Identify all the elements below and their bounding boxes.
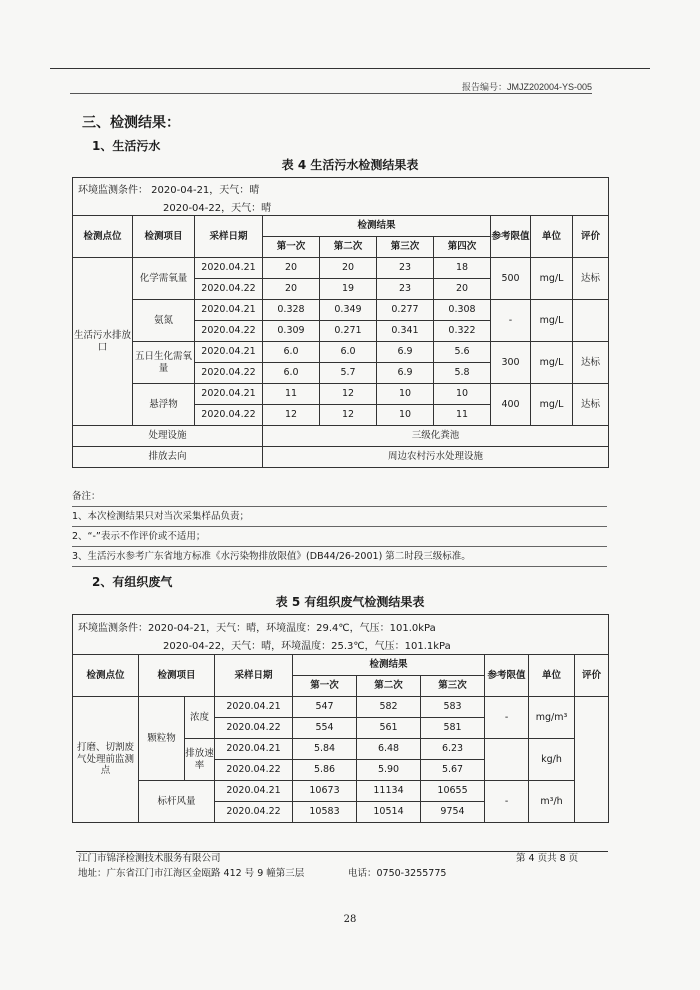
exhaust-results-table <box>72 654 609 823</box>
ref-cell: 400 <box>491 384 531 426</box>
item-cell: 氨氮 <box>133 300 195 342</box>
note-2: 2、“-”表示不作评价或不适用； <box>72 527 607 547</box>
ref-cell: 500 <box>491 258 531 300</box>
value-cell: 6.23 <box>421 739 485 760</box>
section-title: 三、检测结果： <box>82 115 180 131</box>
header-point: 检测点位 <box>73 655 139 697</box>
note-3: 3、生活污水参考广东省地方标准《水污染物排放限值》(DB44/26-2001) 第二时段三级标准。 <box>72 547 607 567</box>
subsection-sewage: 1、生活污水 <box>92 139 161 153</box>
value-cell: 11134 <box>357 781 421 802</box>
header-time-4: 第四次 <box>434 237 491 258</box>
ref-cell: 300 <box>491 342 531 384</box>
date-cell: 2020.04.22 <box>215 760 293 781</box>
value-cell: 23 <box>377 258 434 279</box>
value-cell: 6.9 <box>377 363 434 384</box>
header-time-1: 第一次 <box>263 237 320 258</box>
table-row <box>73 300 609 321</box>
table-row <box>73 342 609 363</box>
report-number: 报告编号：JMJZ202004-YS-005 <box>461 82 592 92</box>
date-cell: 2020.04.22 <box>195 321 263 342</box>
item-cell: 悬浮物 <box>133 384 195 426</box>
value-cell: 10 <box>434 384 491 405</box>
table4-condition-2: 2020-04-22，天气：晴 <box>163 203 272 214</box>
table4-caption: 表 4 生活污水检测结果表 <box>281 158 419 172</box>
header-result: 检测结果 <box>293 655 485 676</box>
date-cell: 2020.04.21 <box>195 300 263 321</box>
value-cell: 10 <box>377 384 434 405</box>
destination-value: 周边农村污水处理设施 <box>263 447 609 468</box>
date-cell: 2020.04.21 <box>215 697 293 718</box>
value-cell: 11 <box>434 405 491 426</box>
value-cell: 23 <box>377 279 434 300</box>
value-cell: 19 <box>320 279 377 300</box>
value-cell: 10583 <box>293 802 357 823</box>
unit-cell: mg/L <box>531 342 573 384</box>
date-cell: 2020.04.22 <box>195 405 263 426</box>
header-item: 检测项目 <box>139 655 215 697</box>
eval-cell <box>575 697 609 823</box>
table5-condition-1: 环境监测条件：2020-04-21，天气：晴，环境温度：29.4℃，气压：101.0kPa <box>78 623 436 634</box>
header-time-3: 第三次 <box>421 676 485 697</box>
unit-cell: kg/h <box>529 739 575 781</box>
subsection-exhaust: 2、有组织废气 <box>92 575 173 589</box>
header-item: 检测项目 <box>133 216 195 258</box>
value-cell: 20 <box>263 279 320 300</box>
value-cell: 0.341 <box>377 321 434 342</box>
value-cell: 0.308 <box>434 300 491 321</box>
header-eval: 评价 <box>573 216 609 258</box>
table5-condition-2: 2020-04-22，天气：晴，环境温度：25.3℃，气压：101.1kPa <box>163 641 451 652</box>
unit-cell: mg/L <box>531 300 573 342</box>
value-cell: 20 <box>320 258 377 279</box>
value-cell: 0.349 <box>320 300 377 321</box>
sub-item-rate: 排放速率 <box>185 739 215 781</box>
header-date: 采样日期 <box>215 655 293 697</box>
value-cell: 6.9 <box>377 342 434 363</box>
date-cell: 2020.04.22 <box>215 718 293 739</box>
date-cell: 2020.04.21 <box>215 781 293 802</box>
ref-cell: - <box>491 300 531 342</box>
date-cell: 2020.04.21 <box>195 258 263 279</box>
header-time-2: 第二次 <box>320 237 377 258</box>
unit-cell: mg/m³ <box>529 697 575 739</box>
value-cell: 561 <box>357 718 421 739</box>
value-cell: 5.67 <box>421 760 485 781</box>
eval-cell <box>573 300 609 342</box>
eval-cell: 达标 <box>573 258 609 300</box>
facility-value: 三级化粪池 <box>263 426 609 447</box>
ref-cell: - <box>485 781 529 823</box>
value-cell: 12 <box>320 405 377 426</box>
sub-item-conc: 浓度 <box>185 697 215 739</box>
unit-cell: mg/L <box>531 258 573 300</box>
value-cell: 12 <box>263 405 320 426</box>
value-cell: 0.309 <box>263 321 320 342</box>
value-cell: 12 <box>320 384 377 405</box>
header-unit: 单位 <box>531 216 573 258</box>
value-cell: 10514 <box>357 802 421 823</box>
table-row <box>73 384 609 405</box>
page-number: 28 <box>343 914 357 925</box>
note-title: 备注： <box>72 487 607 507</box>
value-cell: 10 <box>377 405 434 426</box>
point-cell: 打磨、切割废气处理前监测点 <box>73 697 139 823</box>
footer-phone: 电话：0750-3255775 <box>348 868 447 879</box>
value-cell: 6.0 <box>263 363 320 384</box>
value-cell: 5.6 <box>434 342 491 363</box>
facility-row <box>73 426 609 447</box>
value-cell: 0.277 <box>377 300 434 321</box>
value-cell: 582 <box>357 697 421 718</box>
date-cell: 2020.04.22 <box>195 279 263 300</box>
value-cell: 0.271 <box>320 321 377 342</box>
value-cell: 6.0 <box>263 342 320 363</box>
value-cell: 5.84 <box>293 739 357 760</box>
destination-row <box>73 447 609 468</box>
value-cell: 9754 <box>421 802 485 823</box>
table-row <box>73 697 609 718</box>
facility-label: 处理设施 <box>73 426 263 447</box>
date-cell: 2020.04.21 <box>195 342 263 363</box>
table4-notes <box>72 487 607 567</box>
value-cell: 583 <box>421 697 485 718</box>
table-row <box>73 258 609 279</box>
table4-condition-1: 环境监测条件： 2020-04-21，天气：晴 <box>78 185 260 196</box>
value-cell: 18 <box>434 258 491 279</box>
value-cell: 0.328 <box>263 300 320 321</box>
value-cell: 20 <box>434 279 491 300</box>
item-cell: 标杆风量 <box>139 781 215 823</box>
value-cell: 20 <box>263 258 320 279</box>
footer-company: 江门市锦泽检测技术服务有限公司 <box>78 853 221 864</box>
date-cell: 2020.04.22 <box>195 363 263 384</box>
header-date: 采样日期 <box>195 216 263 258</box>
item-cell: 颗粒物 <box>139 697 185 781</box>
table-row <box>73 781 609 802</box>
item-cell: 五日生化需氧量 <box>133 342 195 384</box>
header-rule <box>70 93 592 94</box>
date-cell: 2020.04.21 <box>195 384 263 405</box>
table5-caption: 表 5 有组织废气检测结果表 <box>275 595 425 609</box>
value-cell: 5.7 <box>320 363 377 384</box>
value-cell: 6.0 <box>320 342 377 363</box>
value-cell: 0.322 <box>434 321 491 342</box>
value-cell: 6.48 <box>357 739 421 760</box>
value-cell: 5.8 <box>434 363 491 384</box>
eval-cell: 达标 <box>573 384 609 426</box>
unit-cell: mg/L <box>531 384 573 426</box>
header-ref: 参考限值 <box>491 216 531 258</box>
footer-page-of: 第 4 页共 8 页 <box>516 853 579 864</box>
date-cell: 2020.04.22 <box>215 802 293 823</box>
sewage-results-table <box>72 215 609 468</box>
ref-cell <box>485 739 529 781</box>
header-time-3: 第三次 <box>377 237 434 258</box>
value-cell: 5.90 <box>357 760 421 781</box>
header-result: 检测结果 <box>263 216 491 237</box>
value-cell: 11 <box>263 384 320 405</box>
note-1: 1、本次检测结果只对当次采集样品负责； <box>72 507 607 527</box>
value-cell: 581 <box>421 718 485 739</box>
destination-label: 排放去向 <box>73 447 263 468</box>
top-rule <box>50 68 650 69</box>
header-time-2: 第二次 <box>357 676 421 697</box>
value-cell: 10655 <box>421 781 485 802</box>
value-cell: 10673 <box>293 781 357 802</box>
value-cell: 547 <box>293 697 357 718</box>
footer-address: 地址：广东省江门市江海区金瓯路 412 号 9 幢第三层 <box>78 868 305 879</box>
eval-cell: 达标 <box>573 342 609 384</box>
header-eval: 评价 <box>575 655 609 697</box>
header-unit: 单位 <box>529 655 575 697</box>
unit-cell: m³/h <box>529 781 575 823</box>
header-time-1: 第一次 <box>293 676 357 697</box>
item-cell: 化学需氧量 <box>133 258 195 300</box>
header-ref: 参考限值 <box>485 655 529 697</box>
date-cell: 2020.04.21 <box>215 739 293 760</box>
value-cell: 5.86 <box>293 760 357 781</box>
header-point: 检测点位 <box>73 216 133 258</box>
ref-cell: - <box>485 697 529 739</box>
value-cell: 554 <box>293 718 357 739</box>
point-cell: 生活污水排放口 <box>73 258 133 426</box>
